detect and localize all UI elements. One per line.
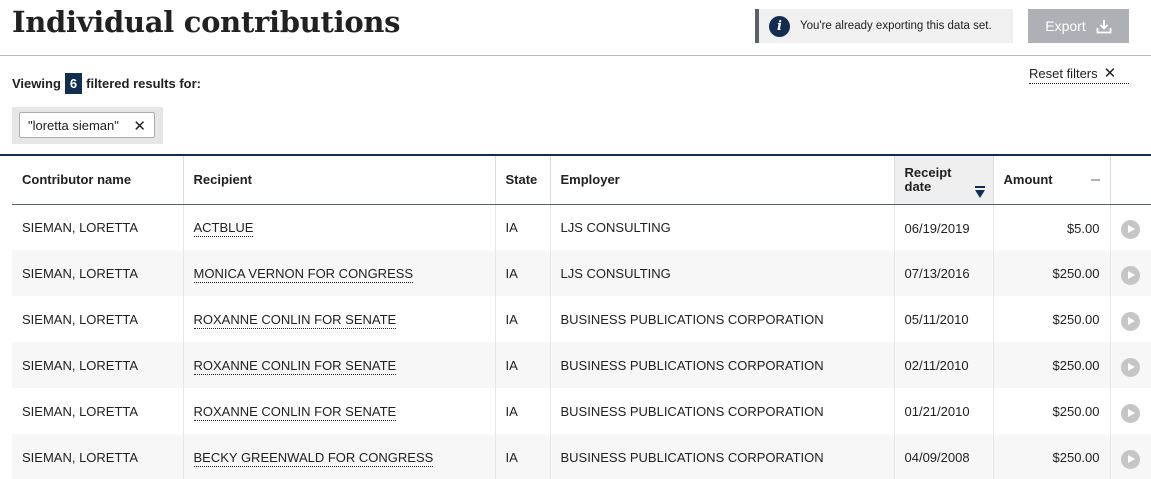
results-count-badge: 6 [65,73,82,94]
play-circle-icon[interactable] [1121,450,1140,469]
column-header-state[interactable]: State [495,156,550,204]
amount-cell: $250.00 [993,434,1110,479]
amount-cell: $250.00 [993,296,1110,342]
employer-cell: BUSINESS PUBLICATIONS CORPORATION [550,434,894,479]
state-cell: IA [495,434,550,479]
receipt-date-cell: 06/19/2019 [894,204,993,250]
recipient-link[interactable]: ROXANNE CONLIN FOR SENATE [193,403,397,419]
contributor-cell: SIEMAN, LORETTA [12,388,183,434]
filter-tag-label: "loretta sieman" [28,117,119,133]
amount-cell: $250.00 [993,388,1110,434]
recipient-cell [183,434,495,479]
column-header-recipient[interactable]: Recipient [183,156,495,204]
expand-cell [1110,342,1151,388]
state-cell: IA [495,388,550,434]
amount-cell: $250.00 [993,342,1110,388]
state-cell: IA [495,296,550,342]
reset-filters-link[interactable] [1029,66,1129,84]
sort-descending-icon [975,190,985,198]
play-circle-icon[interactable] [1121,358,1140,377]
recipient-cell [183,296,495,342]
expand-cell [1110,204,1151,250]
recipient-link[interactable]: ACTBLUE [193,219,254,235]
receipt-date-cell: 04/09/2008 [894,434,993,479]
recipient-cell [183,250,495,296]
viewing-suffix: filtered results for: [86,76,201,91]
recipient-cell [183,342,495,388]
state-cell: IA [495,250,550,296]
contributor-cell: SIEMAN, LORETTA [12,250,183,296]
amount-cell: $250.00 [993,250,1110,296]
state-cell: IA [495,342,550,388]
employer-cell: LJS CONSULTING [550,204,894,250]
filter-tag[interactable] [19,112,155,138]
active-filters [12,107,163,144]
contributions-table [12,156,1151,479]
contributor-cell: SIEMAN, LORETTA [12,296,183,342]
employer-cell: BUSINESS PUBLICATIONS CORPORATION [550,296,894,342]
table-row[interactable] [12,342,1151,388]
results-summary [12,73,201,94]
reset-filters-label: Reset filters [1029,66,1098,81]
receipt-date-cell: 01/21/2010 [894,388,993,434]
expand-cell [1110,250,1151,296]
state-cell: IA [495,204,550,250]
column-header-contributor[interactable]: Contributor name [12,156,183,204]
contributor-cell: SIEMAN, LORETTA [12,434,183,479]
play-circle-icon[interactable] [1121,404,1140,423]
minus-icon [1091,179,1100,181]
contributor-cell: SIEMAN, LORETTA [12,342,183,388]
expand-cell [1110,434,1151,479]
play-circle-icon[interactable] [1121,266,1140,285]
info-icon: i [769,16,790,37]
export-notice [755,9,1013,43]
receipt-date-cell: 05/11/2010 [894,296,993,342]
column-header-employer[interactable]: Employer [550,156,894,204]
play-circle-icon[interactable] [1121,312,1140,331]
page-title: Individual contributions [12,5,401,39]
close-icon[interactable]: ✕ [133,118,146,135]
column-header-expand [1110,156,1151,204]
expand-cell [1110,388,1151,434]
recipient-cell [183,388,495,434]
download-icon [1096,19,1112,34]
recipient-link[interactable]: MONICA VERNON FOR CONGRESS [193,265,414,281]
amount-cell: $5.00 [993,204,1110,250]
receipt-date-cell: 02/11/2010 [894,342,993,388]
contributor-cell: SIEMAN, LORETTA [12,204,183,250]
recipient-link[interactable]: ROXANNE CONLIN FOR SENATE [193,357,397,373]
expand-cell [1110,296,1151,342]
table-row[interactable] [12,388,1151,434]
table-row[interactable] [12,434,1151,479]
column-header-receipt-date[interactable] [894,156,993,204]
export-button[interactable] [1028,9,1129,43]
amount-label: Amount [1003,172,1053,188]
recipient-link[interactable]: BECKY GREENWALD FOR CONGRESS [193,449,434,465]
employer-cell: LJS CONSULTING [550,250,894,296]
export-notice-text: You're already exporting this data set. [800,20,992,32]
play-circle-icon[interactable] [1121,220,1140,239]
receipt-date-label: Receipt date [904,165,952,194]
table-row[interactable] [12,204,1151,250]
table-header-row [12,156,1151,204]
table-row[interactable] [12,296,1151,342]
page-header [0,0,1151,56]
close-icon: ✕ [1103,65,1117,82]
employer-cell: BUSINESS PUBLICATIONS CORPORATION [550,388,894,434]
viewing-prefix: Viewing [12,76,61,91]
table-row[interactable] [12,250,1151,296]
employer-cell: BUSINESS PUBLICATIONS CORPORATION [550,342,894,388]
receipt-date-cell: 07/13/2016 [894,250,993,296]
export-button-label: Export [1045,18,1086,34]
recipient-cell [183,204,495,250]
column-header-amount[interactable] [993,156,1110,204]
recipient-link[interactable]: ROXANNE CONLIN FOR SENATE [193,311,397,327]
